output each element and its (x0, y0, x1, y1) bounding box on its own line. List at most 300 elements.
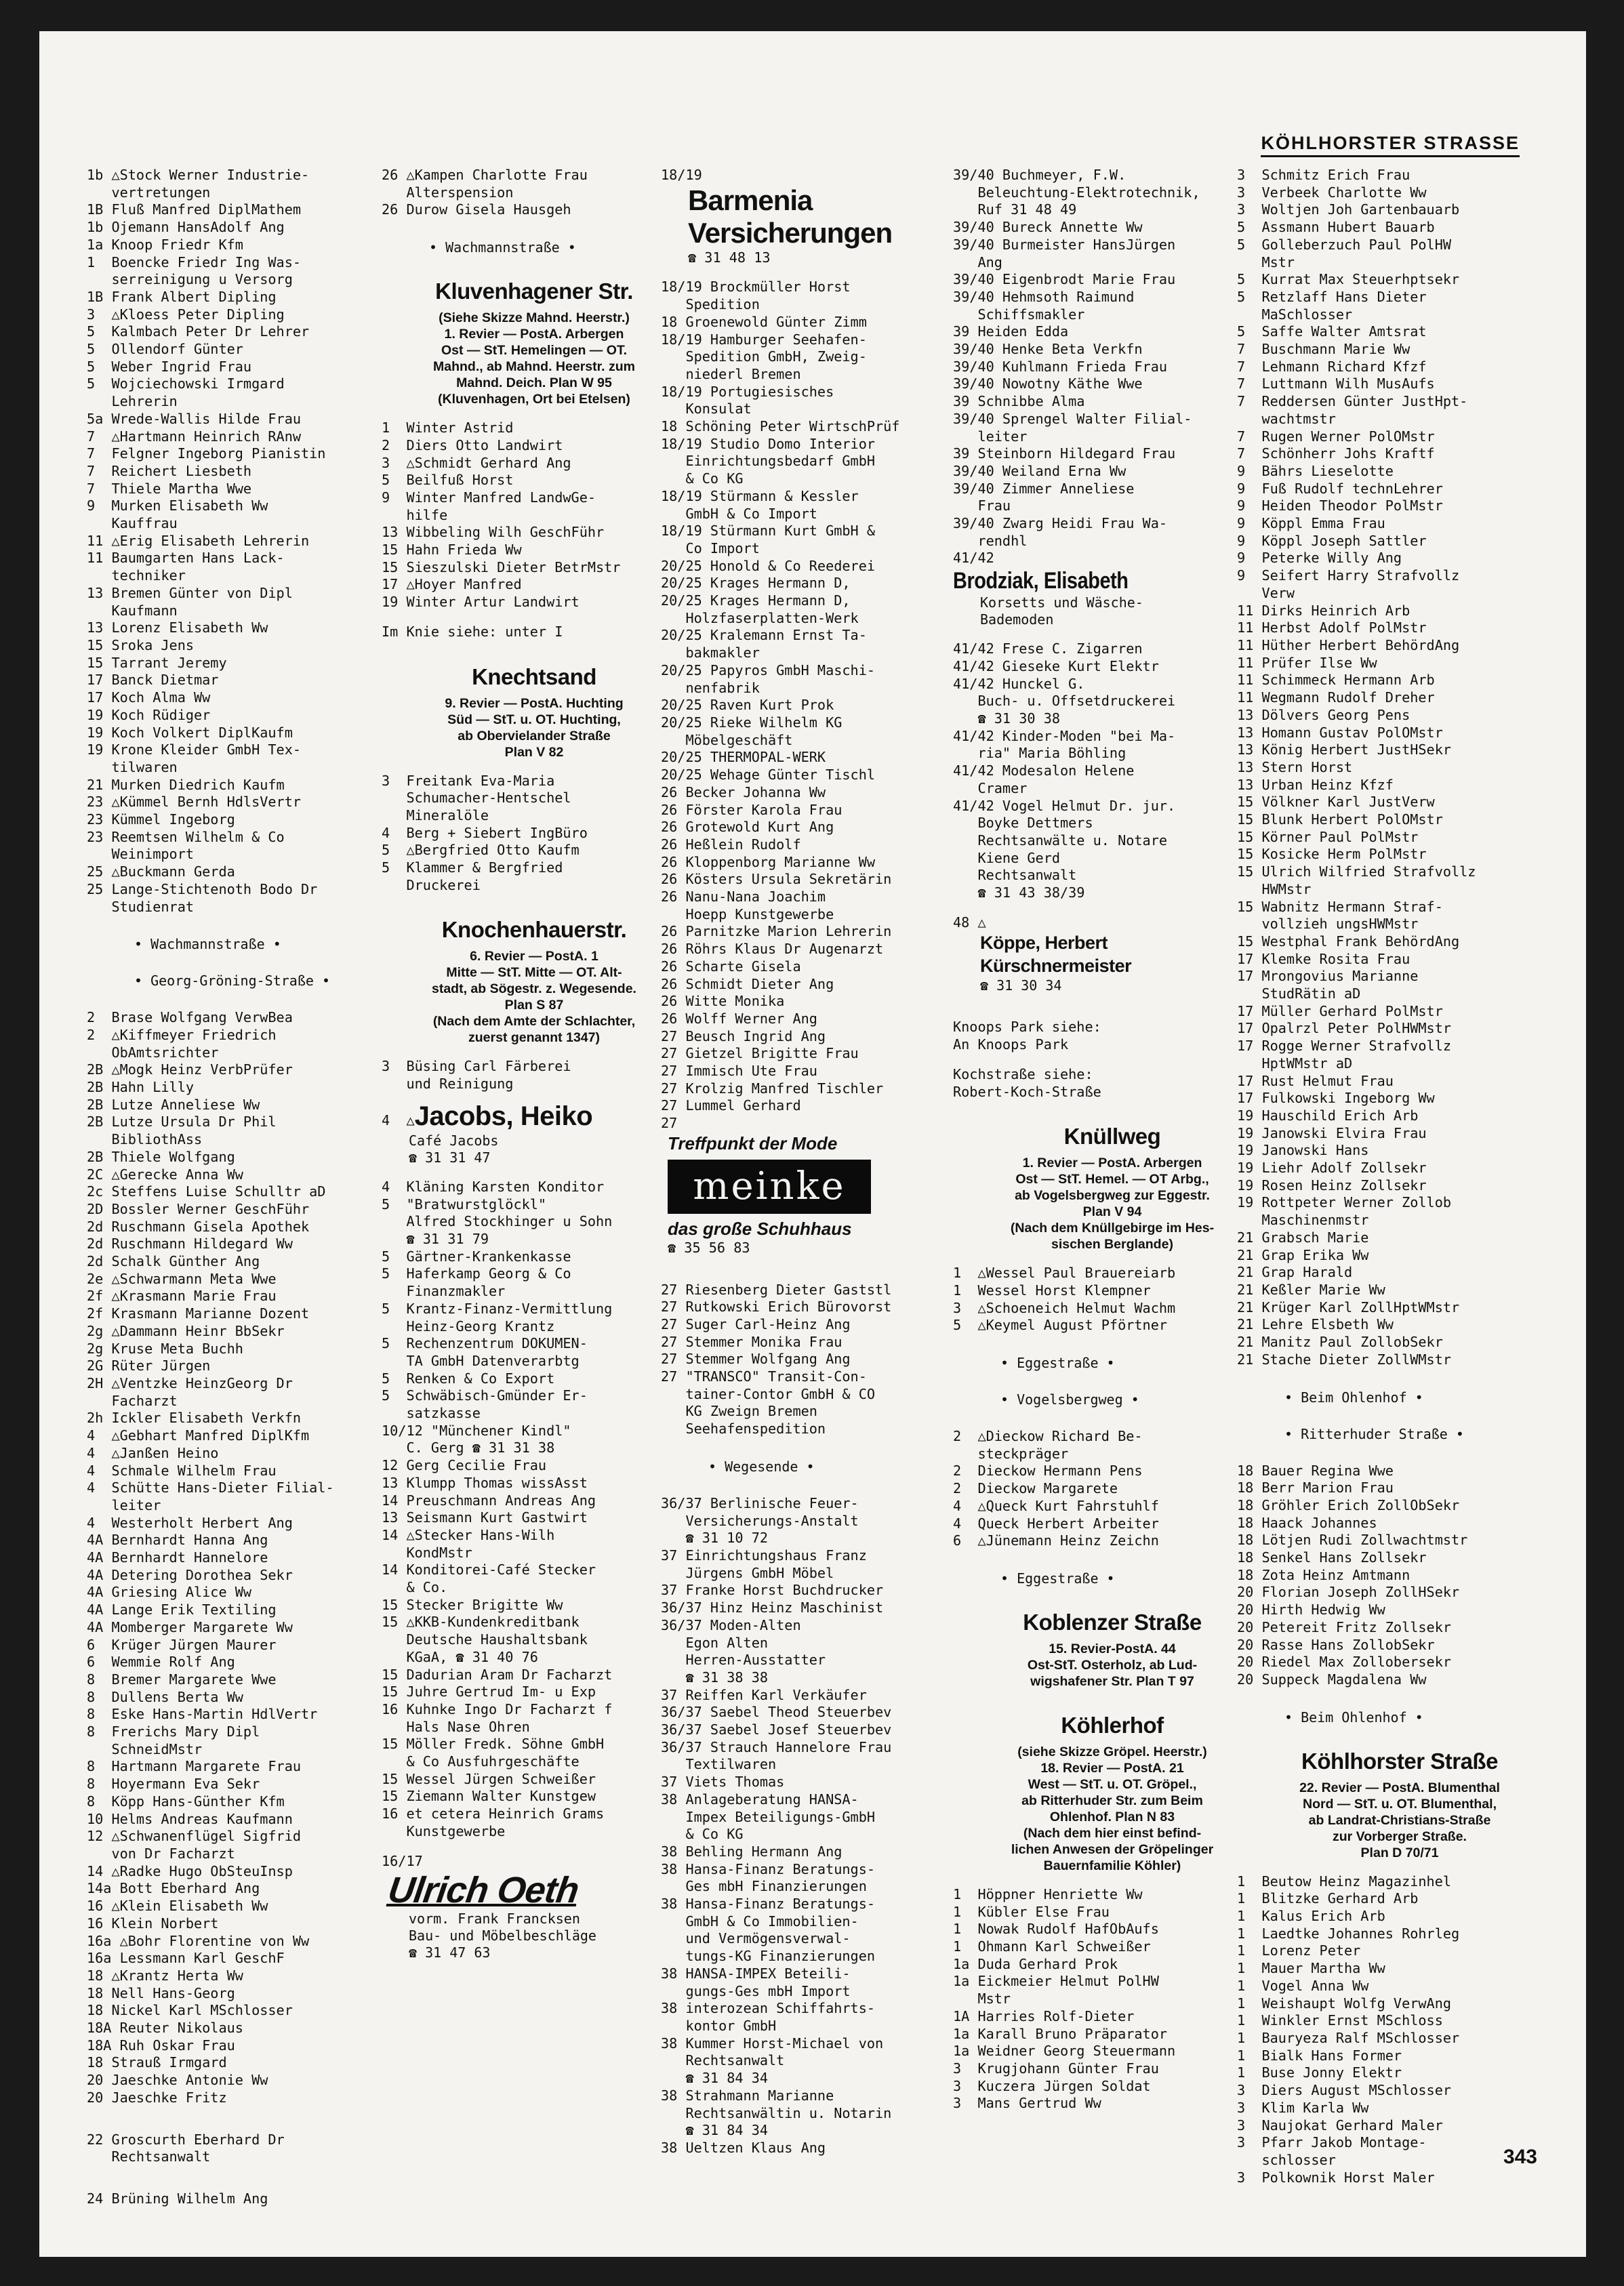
entry-list (382, 1058, 687, 1093)
directory-entry: 13 König Herbert JustHSekr (1237, 741, 1452, 758)
directory-entry: 38 Ueltzen Klaus Ang (661, 2139, 826, 2156)
directory-entry: 9 Heiden Theodor PolMstr (1237, 497, 1443, 514)
directory-entry: Bau- und Möbelbeschläge (409, 1927, 596, 1944)
directory-entry: Frau (953, 497, 1011, 514)
directory-entry: 5 Rechenzentrum DOKUMEN- (382, 1335, 588, 1352)
entry-list (87, 1009, 412, 2106)
directory-entry: Holzfaserplatten-Werk (661, 609, 859, 626)
directory-entry: 26 Witte Monika (661, 993, 785, 1010)
directory-entry: 38 Hansa-Finanz Beratungs- (661, 1860, 876, 1877)
directory-entry: 1 Lorenz Peter (1237, 1942, 1361, 1959)
directory-entry: steckpräger (953, 1445, 1069, 1462)
directory-entry: Rechtsanwalt (953, 867, 1077, 884)
directory-entry: 3 Kuczera Jürgen Soldat (953, 2077, 1151, 2094)
column-4 (953, 167, 1272, 2112)
directory-entry: Schumacher-Hentschel (382, 790, 571, 807)
directory-entry: 1a Knoop Friedr Kfm (87, 236, 243, 253)
street-info: (Siehe Skizze Mahnd. Heerstr.) 1. Revier — PostA. Arbergen Ost — StT. Hemelingen — OT. Mahnd., ab Mahnd. Heerstr. zum Mahnd. Deich. Plan W 95 (Kluvenhagen, Ort bei Etelsen) (433, 310, 635, 407)
directory-entry: 18 Bauer Regina Wwe (1237, 1462, 1394, 1479)
directory-entry: 18/19 Portugiesisches (661, 383, 834, 400)
directory-entry: 2B Lutze Anneliese Ww (87, 1096, 260, 1113)
spacer (953, 994, 1272, 1019)
directory-entry: 4A Momberger Margarete Ww (87, 1618, 293, 1635)
directory-entry: 20 Suppeck Magdalena Ww (1237, 1671, 1427, 1688)
directory-entry: 16 △Klein Elisabeth Ww (87, 1898, 268, 1915)
directory-entry: Textilwaren (661, 1756, 777, 1773)
directory-entry: 18 Groenewold Günter Zimm (661, 313, 867, 330)
directory-entry: 18 Strauß Irmgard (87, 2054, 227, 2071)
directory-entry: 5 Retzlaff Hans Dieter (1237, 288, 1427, 305)
directory-entry: satzkasse (382, 1405, 481, 1422)
directory-entry: 39/40 Hehmsoth Raimund (953, 288, 1135, 305)
directory-entry: 6 Krüger Jürgen Maurer (87, 1636, 277, 1653)
entry-list (87, 2190, 412, 2208)
directory-entry: 20/25 Papyros GmbH Maschi- (661, 661, 876, 678)
spacer (953, 1874, 1272, 1886)
directory-entry: KondMstr (382, 1544, 472, 1561)
directory-entry: 12 Gerg Cecilie Frau (382, 1457, 547, 1474)
running-head: KÖHLHORSTER STRASSE (1261, 133, 1520, 157)
directory-entry: 4A Detering Dorothea Sekr (87, 1566, 293, 1583)
directory-entry: 8 Eske Hans-Martin HdlVertr (87, 1706, 318, 1723)
directory-entry: 2 △Dieckow Richard Be- (953, 1428, 1143, 1445)
ad-business-name (953, 931, 1272, 977)
directory-entry: leiter (87, 1496, 161, 1513)
directory-entry: & Co KG (661, 470, 744, 487)
street-heading: Knochenhauerstr. (441, 917, 627, 943)
directory-entry: 8 Dullens Berta Ww (87, 1688, 243, 1705)
directory-entry: 2B Hahn Lilly (87, 1079, 195, 1096)
directory-entry: 18/19 Stürmann & Kessler (661, 487, 859, 504)
directory-entry: 37 Einrichtungshaus Franz (661, 1547, 867, 1564)
directory-entry: 3 Büsing Carl Färberei (382, 1058, 571, 1075)
directory-entry: 2g Kruse Meta Buchh (87, 1340, 243, 1357)
directory-entry: 16 et cetera Heinrich Grams (382, 1805, 605, 1822)
directory-entry: 6 Wemmie Rolf Ang (87, 1654, 235, 1671)
directory-entry: 25 △Buckmann Gerda (87, 863, 235, 880)
directory-entry: 20/25 Honold & Co Reederei (661, 557, 876, 574)
directory-entry: 1 Kübler Else Frau (953, 1903, 1110, 1920)
directory-entry: 18 Gröhler Erich ZollObSekr (1237, 1496, 1460, 1513)
meinke-logo: meinke (668, 1160, 871, 1214)
directory-entry: 14 △Stecker Hans-Wilh (382, 1526, 555, 1543)
directory-entry: 7 Schönherr Johs Kraftf (1237, 445, 1435, 462)
directory-entry: 16a △Bohr Florentine von Ww (87, 1932, 310, 1949)
column-3 (661, 167, 986, 2157)
entry-list (661, 1495, 986, 2157)
directory-entry: Köppe, Herbert (980, 933, 1108, 954)
directory-entry: 23 Reemtsen Wilhelm & Co (87, 828, 285, 845)
directory-entry: & Co Ausfuhrgeschäfte (382, 1753, 580, 1770)
directory-entry: 36/37 Moden-Alten (661, 1616, 801, 1633)
directory-entry: 5 Gärtner-Krankenkasse (382, 1248, 571, 1265)
directory-entry: 4 △Gebhart Manfred DiplKfm (87, 1427, 310, 1444)
directory-entry: 19 Winter Artur Landwirt (382, 594, 580, 611)
directory-entry: 13 Homann Gustav PolOMstr (1237, 724, 1443, 741)
street-heading: Koblenzer Straße (1023, 1609, 1202, 1635)
directory-entry: 9 Fuß Rudolf technLehrer (1237, 480, 1443, 497)
entry-list (382, 773, 687, 895)
directory-entry: 18/19 Stürmann Kurt GmbH & (661, 523, 876, 539)
directory-entry: 20 Florian Joseph ZollHSekr (1237, 1584, 1460, 1601)
ad-slogan: das große Schuhhaus (668, 1218, 852, 1239)
directory-entry: 5 Beilfuß Horst (382, 472, 514, 489)
directory-entry: 4 Westerholt Herbert Ang (87, 1514, 293, 1531)
oeth-logo (379, 1870, 689, 1911)
directory-entry: 1 Blitzke Gerhard Arb (1237, 1890, 1419, 1907)
directory-entry: 1 Mauer Martha Ww (1237, 1960, 1385, 1977)
directory-entry: 3 Mans Gertrud Ww (953, 2095, 1101, 2112)
directory-entry: 21 Grap Erika Ww (1237, 1246, 1369, 1263)
cross-street-divider: • Beim Ohlenhof • (1284, 1389, 1423, 1406)
ad-business-name: Jacobs, Heiko (414, 1101, 593, 1131)
directory-entry: 15 Ulrich Wilfried Strafvollz (1237, 863, 1476, 880)
directory-entry: 27 Gietzel Brigitte Frau (661, 1045, 859, 1062)
directory-entry: Rechtsanwältin u. Notarin (661, 2104, 892, 2121)
directory-entry: Kiene Gerd (953, 849, 1061, 866)
directory-entry: 5 Assmann Hubert Bauarb (1237, 219, 1435, 236)
directory-entry: 1 Nowak Rudolf HafObAufs (953, 1921, 1159, 1938)
directory-entry: 15 Dadurian Aram Dr Facharzt (382, 1666, 613, 1683)
directory-entry: 16 Kuhnke Ingo Dr Facharzt f (382, 1700, 613, 1717)
directory-entry: 13 Dölvers Georg Pens (1237, 706, 1410, 723)
directory-entry: 2g △Dammann Heinr BbSekr (87, 1322, 285, 1339)
directory-entry: gungs-Ges mbH Import (661, 1982, 851, 1999)
directory-entry: 17 Rogge Werner Strafvollz (1237, 1038, 1452, 1055)
directory-entry: 19 Liehr Adolf Zollsekr (1237, 1160, 1427, 1177)
directory-entry: 38 Strahmann Marianne (661, 2087, 834, 2104)
entry-list (661, 279, 986, 1132)
directory-entry: 15 Westphal Frank BehördAng (1237, 933, 1460, 950)
directory-page (39, 31, 1586, 2257)
directory-entry: 27 Rutkowski Erich Bürovorst (661, 1299, 892, 1315)
directory-entry: 39/40 Nowotny Käthe Wwe (953, 375, 1143, 392)
directory-entry: 1 Kalus Erich Arb (1237, 1908, 1385, 1925)
directory-entry: 38 Hansa-Finanz Beratungs- (661, 1896, 876, 1913)
directory-entry: 2C △Gerecke Anna Ww (87, 1166, 243, 1183)
directory-entry: 37 Viets Thomas (661, 1774, 785, 1791)
directory-entry: Verw (1237, 584, 1295, 601)
directory-entry: 4A Bernhardt Hannelore (87, 1549, 268, 1566)
directory-entry: Finanzmakler (382, 1283, 506, 1300)
meinke-ad (661, 1132, 986, 1257)
directory-entry: Einrichtungsbedarf GmbH (661, 453, 876, 470)
directory-entry: 2d Ruschmann Hildegard Ww (87, 1236, 293, 1252)
directory-entry: 2f △Krasmann Marie Frau (87, 1288, 277, 1305)
directory-entry: 1 Buse Jonny Elektr (1237, 2064, 1402, 2081)
entry-list (87, 2131, 412, 2166)
directory-entry: 18 Nickel Karl MSchlosser (87, 2002, 293, 2019)
directory-entry: 4A Griesing Alice Ww (87, 1584, 252, 1601)
directory-entry: 4A Bernhardt Hanna Ang (87, 1532, 268, 1549)
directory-entry: Impex Beteiligungs-GmbH (661, 1808, 876, 1825)
directory-entry: 7 Reichert Liesbeth (87, 462, 252, 479)
directory-entry: 18 Schöning Peter WirtschPrüf (661, 418, 900, 435)
directory-entry: 2 Dieckow Margarete (953, 1480, 1118, 1497)
directory-entry: 18 Haack Johannes (1237, 1514, 1377, 1531)
brodziak-ad (953, 567, 1272, 628)
directory-entry: 5 Schwäbisch-Gmünder Er- (382, 1387, 588, 1404)
directory-entry: 20/25 Krages Hermann D, (661, 592, 851, 609)
spacer (953, 628, 1272, 640)
directory-entry: ☎ 31 31 47 (409, 1149, 491, 1166)
street-info: 9. Revier — PostA. Huchting Süd — StT. u. OT. Huchting, ab Obervielander Straße Plan V 82 (445, 695, 624, 760)
directory-entry: ☎ 31 47 63 (409, 1944, 491, 1961)
directory-entry: 7 Luttmann Wilh MusAufs (1237, 375, 1435, 392)
directory-entry: 18 △Krantz Herta Ww (87, 1967, 243, 1984)
directory-entry: 1 △Wessel Paul Brauereiarb (953, 1265, 1176, 1282)
directory-entry: 39/40 Buchmeyer, F.W. (953, 167, 1126, 183)
directory-entry: 11 Herbst Adolf PolMstr (1237, 619, 1427, 636)
directory-entry: vollzieh ungsHWMstr (1237, 916, 1419, 933)
directory-entry: 11 Wegmann Rudolf Dreher (1237, 689, 1435, 706)
directory-entry: 41/42 Frese C. Zigarren (953, 640, 1143, 657)
directory-entry: 15 Stecker Brigitte Ww (382, 1596, 563, 1613)
directory-entry: 3 Krugjohann Günter Frau (953, 2060, 1159, 2077)
directory-entry: 27 Stemmer Wolfgang Ang (661, 1351, 851, 1368)
directory-entry: KGaA, ☎ 31 40 76 (382, 1648, 538, 1665)
directory-entry: 5 Haferkamp Georg & Co (382, 1265, 571, 1282)
directory-entry: 36/37 Berlinische Feuer- (661, 1494, 859, 1511)
directory-entry: 8 Hoyermann Eva Sekr (87, 1776, 260, 1793)
directory-entry: Cramer (953, 779, 1028, 796)
directory-entry: schlosser (1237, 2151, 1336, 2168)
directory-entry: 18 Lötjen Rudi Zollwachtmstr (1237, 1532, 1468, 1549)
directory-entry: 18 Senkel Hans Zollsekr (1237, 1549, 1427, 1566)
directory-entry: techniker (87, 567, 186, 584)
directory-entry: 26 Röhrs Klaus Dr Augenarzt (661, 941, 884, 958)
directory-entry: 13 Urban Heinz Kfzf (1237, 776, 1394, 793)
directory-entry: 26 Durow Gisela Hausgeh (382, 201, 571, 218)
directory-entry: ☎ 31 84 34 (661, 2122, 769, 2139)
cross-reference: Knoops Park siehe: An Knoops Park (953, 1019, 1101, 1053)
directory-entry: HWMstr (1237, 880, 1312, 897)
directory-entry: 13 Klumpp Thomas wissAsst (382, 1474, 588, 1491)
directory-entry: 20 Riedel Max Zollobersekr (1237, 1654, 1452, 1671)
directory-entry: 7 Rugen Werner PolOMstr (1237, 428, 1435, 445)
directory-entry: 38 Kummer Horst-Michael von (661, 2035, 884, 2052)
directory-entry: 9 Köppl Emma Frau (1237, 515, 1385, 532)
directory-entry: TA GmbH Datenverarbtg (382, 1352, 580, 1369)
ad-subtext (382, 1132, 687, 1166)
directory-entry: ☎ 31 30 38 (953, 710, 1061, 727)
oeth-logo-text: Ulrich Oeth (385, 1870, 582, 1911)
directory-entry: 18A Reuter Nikolaus (87, 2020, 243, 2037)
directory-entry: 1 Beutow Heinz Magazinhel (1237, 1873, 1452, 1890)
directory-entry: 26 Nanu-Nana Joachim (661, 889, 826, 905)
directory-entry: 10/12 "Münchener Kindl" (382, 1422, 571, 1439)
directory-entry: 23 △Kümmel Bernh HdlsVertr (87, 794, 302, 811)
directory-entry: Beleuchtung-Elektrotechnik, (953, 184, 1200, 201)
directory-entry: 41/42 (953, 550, 994, 567)
directory-entry: 17 Mrongovius Marianne (1237, 968, 1419, 985)
directory-entry: 5a Wrede-Wallis Hilde Frau (87, 410, 302, 427)
directory-entry: 37 Reiffen Karl Verkäufer (661, 1686, 867, 1703)
directory-entry: 27 (661, 1115, 678, 1132)
directory-entry: 4 △Queck Kurt Fahrstuhlf (953, 1497, 1159, 1514)
directory-entry: 25 Lange-Stichtenoth Bodo Dr (87, 880, 318, 897)
cross-street-divider: • Eggestraße • (1000, 1570, 1115, 1587)
directory-entry: 1 Boencke Friedr Ing Was- (87, 253, 302, 270)
directory-entry: 21 Lehre Elsbeth Ww (1237, 1316, 1394, 1333)
entry-list (1237, 1463, 1562, 1689)
directory-entry: 5 Saffe Walter Amtsrat (1237, 323, 1427, 340)
directory-entry: 5 Wojciechowski Irmgard (87, 375, 285, 392)
directory-entry: 5 Kalmbach Peter Dr Lehrer (87, 323, 310, 340)
directory-entry: ☎ 31 10 72 (661, 1530, 769, 1547)
directory-entry: 39/40 Bureck Annette Ww (953, 219, 1143, 236)
entry-list (1237, 167, 1562, 1369)
directory-entry: Lehrerin (87, 393, 178, 410)
directory-entry: 1 Winter Astrid (382, 420, 514, 436)
directory-entry: 1 Bialk Hans Former (1237, 2047, 1402, 2064)
directory-entry: vorm. Frank Francksen (409, 1911, 580, 1927)
cross-reference: Kochstraße siehe: Robert-Koch-Straße (953, 1065, 1101, 1100)
directory-entry: 26 Becker Johanna Ww (661, 783, 826, 800)
directory-entry: 3 Verbeek Charlotte Ww (1237, 184, 1427, 201)
directory-entry: 11 Baumgarten Hans Lack- (87, 550, 285, 567)
directory-entry: 11 Hüther Herbert BehördAng (1237, 636, 1460, 653)
directory-entry: 26 Kloppenborg Marianne Ww (661, 853, 876, 870)
directory-entry: 39/40 Kuhlmann Frieda Frau (953, 358, 1168, 375)
directory-entry: 38 interozean Schiffahrts- (661, 2000, 876, 2017)
directory-entry: serreinigung u Versorg (87, 271, 293, 288)
directory-entry: 27 Beusch Ingrid Ang (661, 1027, 826, 1044)
directory-entry: 2 △Kiffmeyer Friedrich (87, 1026, 277, 1043)
directory-entry: Alterspension (382, 184, 514, 201)
spacer (661, 1257, 986, 1282)
directory-entry: 12 △Schwanenflügel Sigfrid (87, 1828, 302, 1845)
directory-entry: 2d Ruschmann Gisela Apothek (87, 1218, 310, 1235)
directory-entry: 1 Laedtke Johannes Rohrleg (1237, 1925, 1460, 1942)
spacer (953, 1054, 1272, 1066)
ad-phone: ☎ 31 30 34 (980, 977, 1062, 994)
directory-entry: Druckerei (382, 876, 481, 893)
directory-entry: GmbH & Co Immobilien- (661, 1913, 859, 1930)
directory-entry: 27 "TRANSCO" Transit-Con- (661, 1368, 867, 1385)
directory-entry: 20 Jaeschke Antonie Ww (87, 2072, 268, 2089)
directory-entry: 17 Fulkowski Ingeborg Ww (1237, 1090, 1435, 1107)
directory-entry: 1 Weishaupt Wolfg VerwAng (1237, 1995, 1452, 2012)
directory-entry: 1 Vogel Anna Ww (1237, 1977, 1369, 1994)
directory-entry: 13 Bremen Günter von Dipl (87, 584, 293, 601)
directory-entry: 2c Steffens Luise Schulltr aD (87, 1183, 326, 1200)
directory-entry: 11 △Erig Elisabeth Lehrerin (87, 532, 310, 549)
directory-entry: 15 △KKB-Kundenkreditbank (382, 1614, 580, 1631)
directory-entry: 27 Lummel Gerhard (661, 1097, 801, 1114)
entry-list (953, 640, 1272, 902)
directory-entry: 26 Kösters Ursula Sekretärin (661, 871, 892, 888)
directory-entry: Spedition (661, 296, 760, 313)
directory-entry: 1b △Stock Werner Industrie- (87, 167, 310, 183)
directory-entry: ObAmtsrichter (87, 1044, 219, 1061)
directory-entry: 7 Reddersen Günter JustHpt- (1237, 393, 1468, 410)
spacer (382, 1166, 687, 1179)
cross-street-divider: • Eggestraße • (1000, 1355, 1115, 1372)
directory-entry: tilwaren (87, 758, 178, 775)
directory-entry: 39/40 Weiland Erna Ww (953, 462, 1126, 479)
directory-entry: hilfe (382, 506, 448, 523)
street-heading: Köhlerhof (1061, 1712, 1164, 1738)
directory-entry: 18A Ruh Oskar Frau (87, 2037, 235, 2054)
directory-entry: 1a Karall Bruno Präparator (953, 2025, 1168, 2042)
directory-entry: von Dr Facharzt (87, 1845, 235, 1862)
column-5 (1237, 167, 1562, 2186)
directory-entry: 21 Krüger Karl ZollHptWMstr (1237, 1299, 1460, 1315)
directory-entry: KG Zweign Bremen (661, 1403, 817, 1420)
directory-entry: 19 Krone Kleider GmbH Tex- (87, 741, 302, 758)
directory-entry: 4 Schmale Wilhelm Frau (87, 1462, 277, 1479)
directory-entry: 5 "Bratwurstglöckl" (382, 1196, 547, 1212)
directory-entry: 20/25 Wehage Günter Tischl (661, 767, 876, 783)
directory-entry: 5 Klammer & Bergfried (382, 859, 563, 876)
directory-entry: & Co KG (661, 1826, 744, 1843)
directory-entry: 15 Sieszulski Dieter BetrMstr (382, 558, 621, 575)
directory-entry: 39 Steinborn Hildegard Frau (953, 445, 1176, 462)
directory-entry: 20 Hirth Hedwig Ww (1237, 1601, 1385, 1618)
directory-entry: Rechtsanwalt (661, 2052, 785, 2069)
directory-entry: 26 △Kampen Charlotte Frau (382, 167, 588, 183)
directory-entry: 15 Ziemann Walter Kunstgew (382, 1788, 596, 1805)
directory-entry: 9 Winter Manfred LandwGe- (382, 489, 596, 506)
directory-entry: 4 Berg + Siebert IngBüro (382, 824, 588, 841)
directory-entry: 19 Rosen Heinz Zollsekr (1237, 1177, 1427, 1193)
street-heading: Kluvenhagener Str. (435, 279, 633, 304)
directory-entry: 22 Groscurth Eberhard Dr (87, 2131, 285, 2148)
directory-entry: 3 Pfarr Jakob Montage- (1237, 2134, 1427, 2151)
directory-entry: 16 Klein Norbert (87, 1915, 219, 1932)
directory-entry: 3 Naujokat Gerhard Maler (1237, 2117, 1443, 2134)
directory-entry: 2h Ickler Elisabeth Verkfn (87, 1410, 302, 1427)
directory-entry: 5 △Bergfried Otto Kaufm (382, 842, 580, 859)
directory-entry: 5 Kurrat Max Steuerhptsekr (1237, 271, 1460, 288)
entry-list (87, 167, 412, 916)
directory-entry: 15 Wessel Jürgen Schweißer (382, 1770, 596, 1787)
directory-entry: 5 Weber Ingrid Frau (87, 358, 252, 375)
directory-entry: rendhl (953, 532, 1028, 549)
spacer (87, 2107, 412, 2131)
directory-entry: 18/19 Hamburger Seehafen- (661, 331, 867, 348)
directory-entry: 41/42 Hunckel G. (953, 675, 1085, 692)
directory-entry: 3 △Schmidt Gerhard Ang (382, 454, 571, 471)
directory-entry: 41/42 Gieseke Kurt Elektr (953, 657, 1159, 674)
directory-entry: 14 △Radke Hugo ObSteuInsp (87, 1862, 293, 1879)
entry-list (1237, 1873, 1562, 2187)
directory-entry: Hals Nase Ohren (382, 1718, 530, 1735)
directory-entry: 14 Konditorei-Café Stecker (382, 1562, 596, 1578)
directory-entry: Mstr (1237, 253, 1295, 270)
spacer (661, 266, 986, 279)
directory-entry: 9 Bährs Lieselotte (1237, 462, 1394, 479)
directory-entry: Spedition GmbH, Zweig- (661, 348, 867, 365)
directory-entry: wachtmstr (1237, 410, 1336, 427)
directory-entry: Korsetts und Wäsche- (980, 594, 1143, 611)
directory-entry: 1 Höppner Henriette Ww (953, 1885, 1143, 1902)
directory-entry: 3 △Kloess Peter Dipling (87, 306, 285, 323)
ad-subtext (382, 1911, 687, 1961)
directory-entry: Ruf 31 48 49 (953, 201, 1077, 218)
directory-entry: Rechtsanwälte u. Notare (953, 832, 1168, 849)
directory-entry: Facharzt (87, 1392, 178, 1409)
directory-entry: 5 △Keymel August Pförtner (953, 1317, 1168, 1334)
directory-entry: 2f Krasmann Marianne Dozent (87, 1305, 310, 1322)
cross-street-divider: • Wachmannstraße • (134, 936, 281, 953)
directory-entry: 1a Weidner Georg Steuermann (953, 2043, 1176, 2060)
directory-entry: 39/40 Eigenbrodt Marie Frau (953, 271, 1176, 288)
directory-entry: Ang (953, 253, 1002, 270)
directory-entry: 8 Köpp Hans-Günther Kfm (87, 1793, 285, 1810)
directory-entry: 17 Klemke Rosita Frau (1237, 950, 1410, 967)
